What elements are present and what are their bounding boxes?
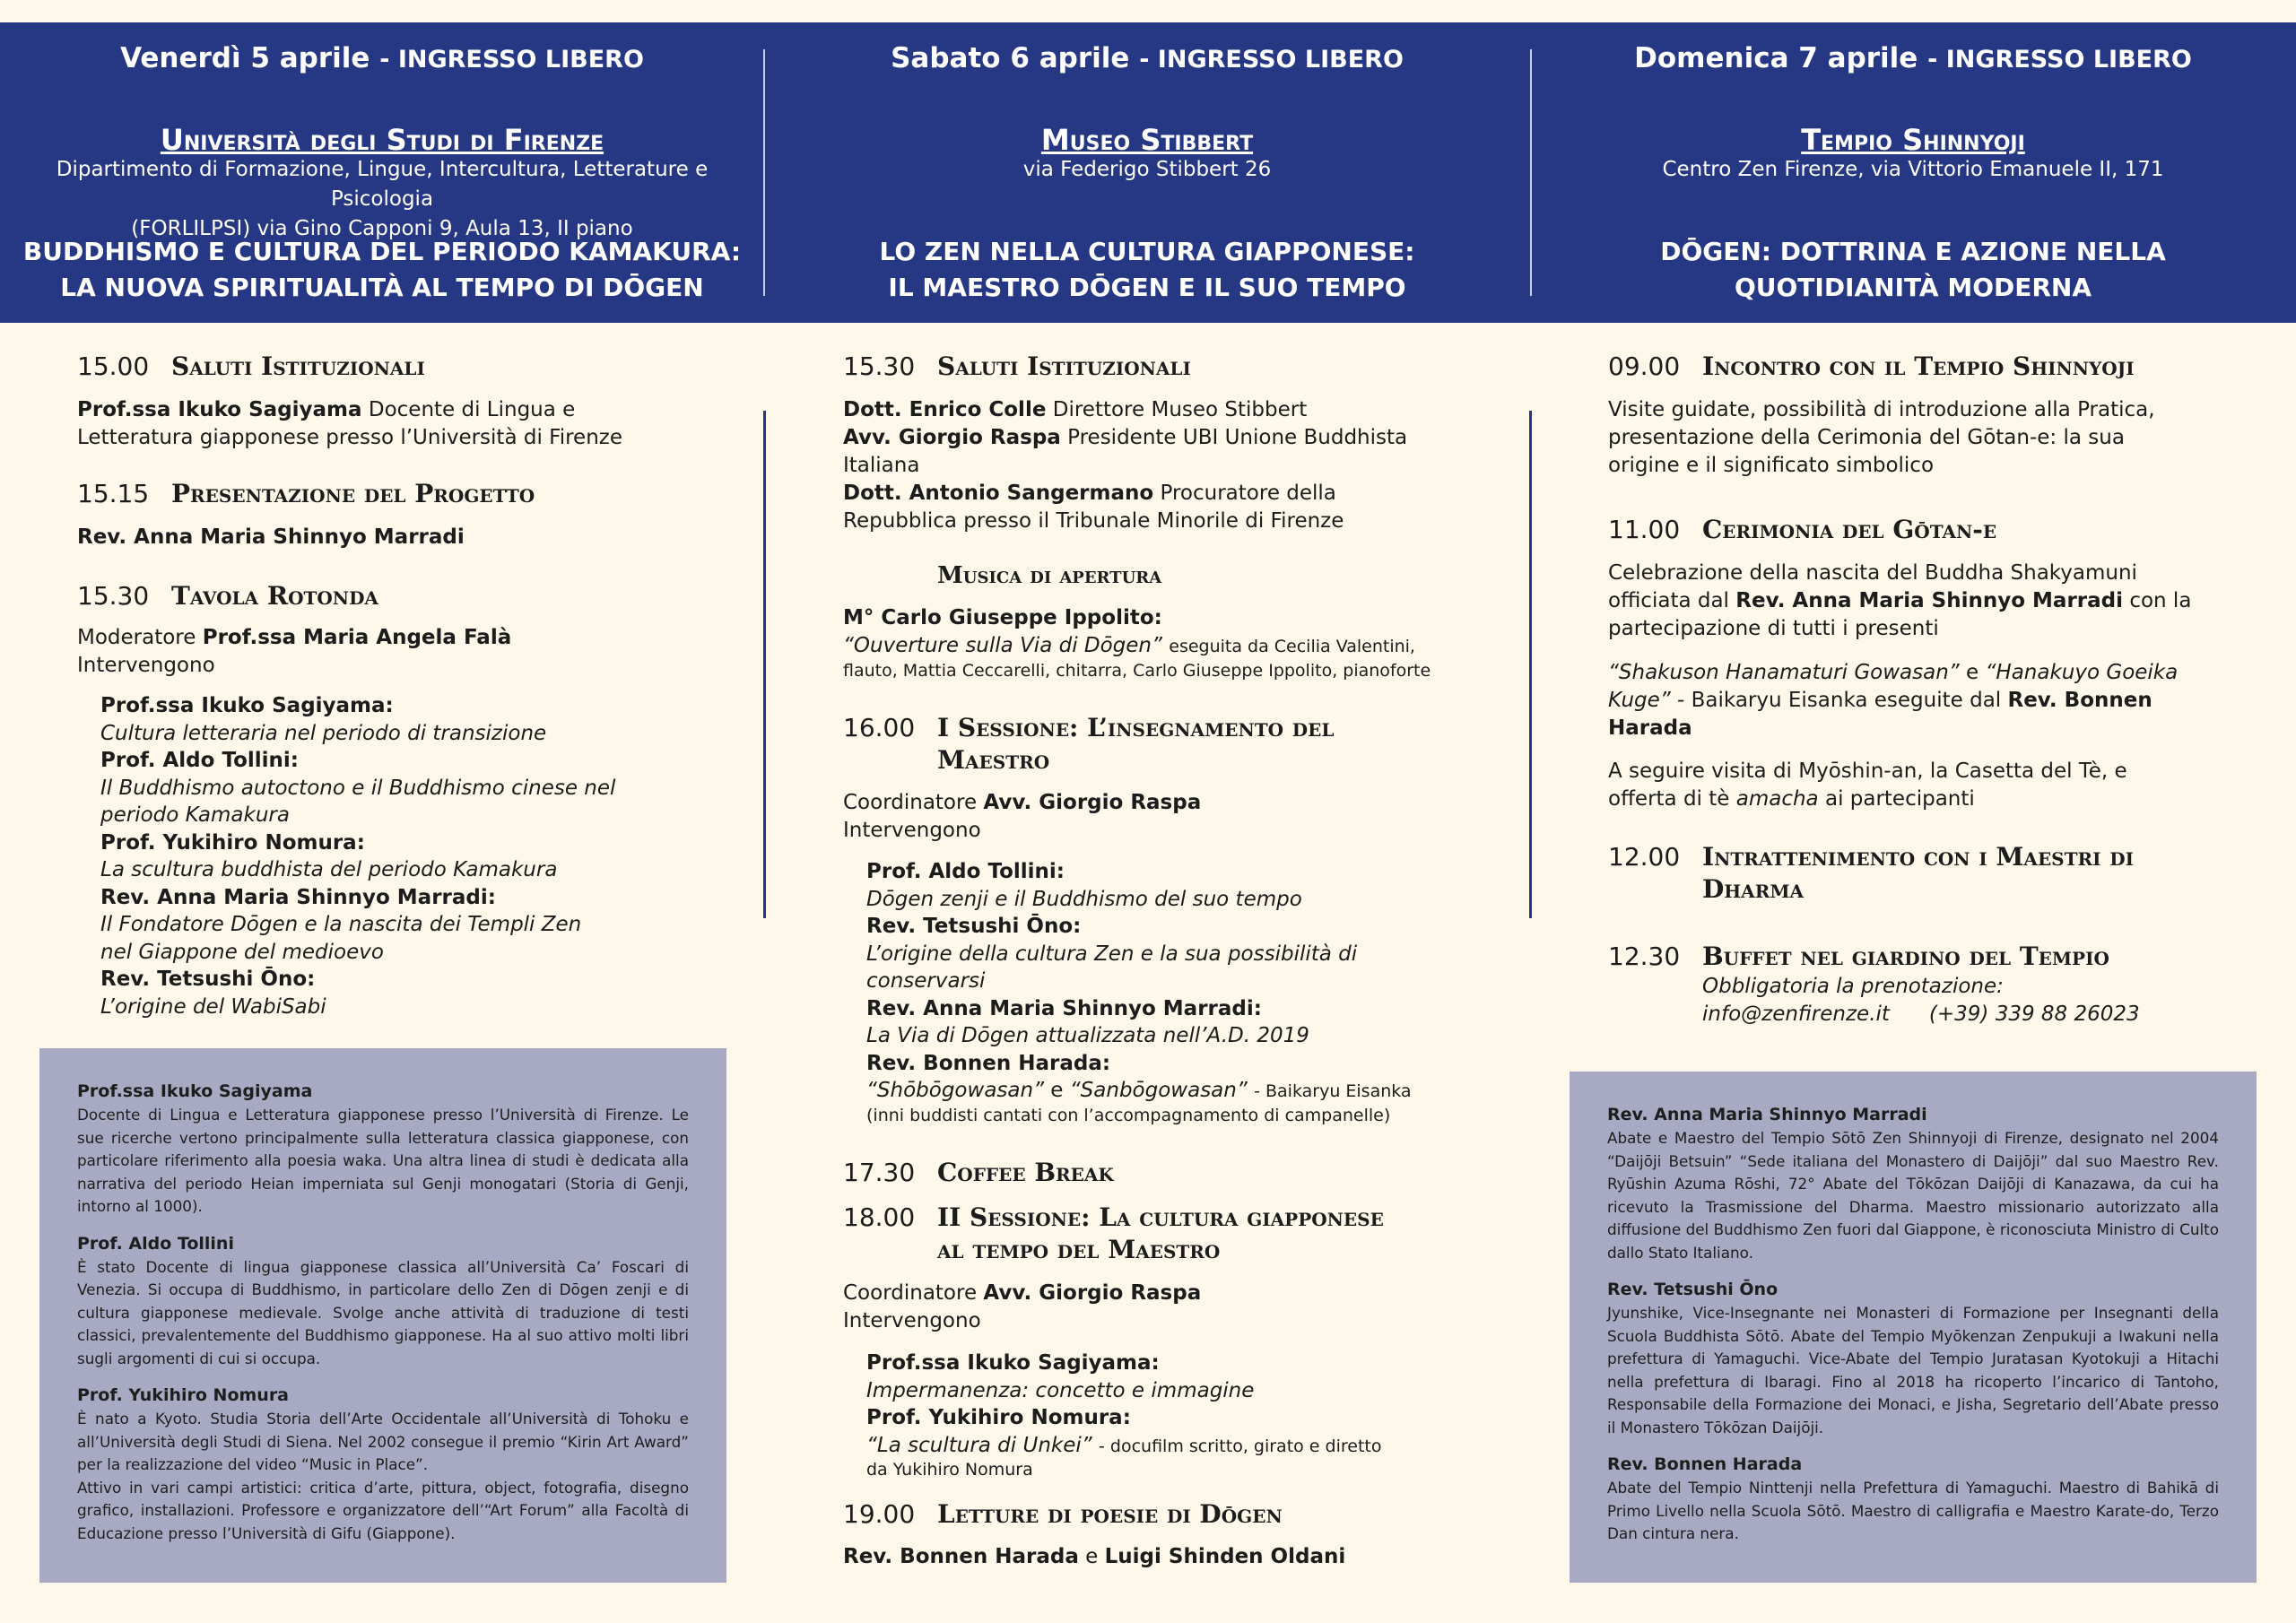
session-heading: 16.00 I Sessione: L’insegnamento del Maestro [843,713,1335,775]
session-speaker: Prof.ssa Ikuko Sagiyama Docente di Lingua e Letteratura giapponese presso l’Università di Firenze [77,398,622,449]
songs: “Shakuson Hanamaturi Gowasan” e “Hanakuyo Goeika Kuge” - Baikaryu Eisanka eseguite dal Rev. Bonnen Harada [1608,661,2179,740]
moderator: Moderatore Prof.ssa Maria Angela Falà Intervengono [77,626,512,677]
header-day-3 [1530,22,2296,323]
venue-name: Museo Stibbert [1040,123,1254,157]
bio-name: Prof.ssa Ikuko Sagiyama [77,1081,313,1101]
header-day-1 [0,22,764,323]
session-heading: 15.30 Tavola Rotonda [77,581,378,611]
entry-label: - INGRESSO LIBERO [1139,46,1404,74]
venue-address: Centro Zen Firenze, via Vittorio Emanuele II, 171 [1662,158,2164,181]
session-heading: 19.00 Letture di poesie di Dōgen [843,1499,1283,1529]
readers: Rev. Bonnen Harada e Luigi Shinden Oldani [843,1545,1346,1568]
bio-text: Abate e Maestro del Tempio Sōtō Zen Shinnyoji di Firenze, designato nel 2004 “Daijōji Betsuin” “Sede italiana del Monastero di Daijōji” dal suo Maestro Rev. Ryūshin Azuma Rōshi, 72° Abate del Tōkōzan Daijōji di Kanazawa, da cui ha ricevuto la Trasmissione del Dharma. Maestro missionario autorizzato alla diffusione del Buddhismo Zen fuori dal Giappone, è riconosciuta Ministro di Culto dallo Stato Italiano. [1607,1129,2219,1262]
session-heading: 15.00 Saluti Istituzionali [77,352,425,381]
visit-text: A seguire visita di Myōshin-an, la Casetta del Tè, e offerta di tè amacha ai partecipanti [1608,759,2127,811]
venue-address: via Federigo Stibbert 26 [1022,158,1272,181]
venue-name: Tempio Shinnyoji [1801,123,2025,157]
session-heading: 17.30 Coffee Break [843,1158,1114,1187]
program-header [0,22,2296,323]
bio-text: Attivo in vari campi artistici: critica d’arte, pittura, object, fotografia, disegno grafico, installazioni. Professore e organizzatore dell’“Art Forum” alla Facoltà di Educazione presso l’Università di Gifu (Giappone). [77,1478,689,1542]
session-heading: 12.30 Buffet nel giardino del Tempio [1608,942,2109,971]
venue-name: Università degli Studi di Firenze [160,123,604,157]
bio-name: Prof. Yukihiro Nomura [77,1385,290,1405]
column-divider [763,411,766,918]
entry-label: - INGRESSO LIBERO [379,46,644,74]
booking-info: Obbligatoria la prenotazione: info@zenfirenze.it (+39) 339 88 26023 [1702,975,2140,1026]
coordinator: Coordinatore Avv. Giorgio Raspa Intervengono [843,1281,1202,1332]
session-heading: 09.00 Incontro con il Tempio Shinnyoji [1608,352,2135,381]
bio-text: È nato a Kyoto. Studia Storia dell’Arte Occidentale all’Università di Tohoku e all’Università degli Studi di Siena. Nel 2002 consegue il premio “Kirin Art Award” per la realizzazione del video “Music in Place”. [77,1410,689,1473]
speaker-list: Prof.ssa Ikuko Sagiyama: Impermanenza: concetto e immagine Prof. Yukihiro Nomura: “La scultura di Unkei” - docufilm scritto, girato e diretto da Yukihiro Nomura [866,1351,1382,1480]
bio-text: Jyunshike, Vice-Insegnante nei Monasteri di Formazione per Insegnanti della Scuola Buddhista Sōtō. Abate del Tempio Myōkenzan Zenpukuji a Iwakuni nella prefettura di Yamaguchi. Vice-Abate del Tempio Juratasan Kyotokuji a Hitachi nella prefettura di Ibaragi. Fino al 2018 ha ricoperto l’incarico di Tantoho, Responsabile della Formazione dei Monaci, e Jisha, Segretario dell’Abate presso il Monastero Tōkōzan Daijōji. [1607,1304,2219,1436]
venue-address: Dipartimento di Formazione, Lingue, Intercultura, Letterature e Psicologia (FORLILPSI) via Gino Capponi 9, Aula 13, II piano [56,158,709,240]
session-heading: 18.00 II Sessione: La cultura giapponese al tempo del Maestro [843,1202,1384,1264]
music-title: Musica di apertura [937,562,1162,589]
coordinator: Coordinatore Avv. Giorgio Raspa Intervengono [843,791,1202,842]
day-date: Sabato 6 aprile [891,42,1130,74]
day-theme: BUDDHISMO E CULTURA DEL PERIODO KAMAKURA: LA NUOVA SPIRITUALITÀ AL TEMPO DI DŌGEN [22,237,742,302]
bio-text: Docente di Lingua e Letteratura giapponese presso l’Università di Firenze. Le sue ricerche vertono principalmente sulla letteratura classica giapponese, con particolare riferimento alla poesia waka. Una altra linea di studi è dedicata alla narrativa del periodo Heian imperniata sul Genji monogatari (Storia di Genji, intorno al 1000). [77,1106,689,1215]
music-performance: M° Carlo Giuseppe Ippolito: “Ouverture sulla Via di Dōgen” eseguita da Cecilia Valentini, flauto, Mattia Ceccarelli, chitarra, Carlo Giuseppe Ippolito, pianoforte [843,606,1431,681]
day-theme: DŌGEN: DOTTRINA E AZIONE NELLA QUOTIDIANITÀ MODERNA [1660,237,2166,302]
bio-name: Rev. Anna Maria Shinnyo Marradi [1607,1105,1927,1124]
entry-label: - INGRESSO LIBERO [1927,46,2192,74]
session-text: Visite guidate, possibilità di introduzione alla Pratica, presentazione della Cerimonia del Gōtan-e: la sua origine e il significato simbolico [1608,398,2155,477]
bio-text: Abate del Tempio Ninttenji nella Prefettura di Yamaguchi. Maestro di Bahikā di Primo Livello nella Scuola Sōtō. Maestro di calligrafia e Maestro Karate-do, Terzo Dan cintura nera. [1607,1479,2219,1542]
email-link[interactable]: info@zenfirenze.it [1702,1002,1890,1026]
bio-box-right [1570,1072,2257,1583]
bio-name: Rev. Bonnen Harada [1607,1454,1803,1474]
bio-box-left [39,1048,726,1583]
session-speaker: Rev. Anna Maria Shinnyo Marradi [77,525,465,549]
session-heading: 12.00 Intrattenimento con i Maestri di Dharma [1608,842,2134,904]
bio-name: Prof. Aldo Tollini [77,1233,234,1254]
day-theme: LO ZEN NELLA CULTURA GIAPPONESE: IL MAESTRO DŌGEN E IL SUO TEMPO [879,237,1415,302]
speaker-list: Prof.ssa Ikuko Sagiyama: Cultura letteraria nel periodo di transizione Prof. Aldo Tollini: Il Buddhismo autoctono e il Buddhismo cinese nel periodo Kamakura Prof. Yukihiro Nomura: La scultura buddhista del periodo Kamakura Rev. Anna Maria Shinnyo Marradi: Il Fondatore Dōgen e la nascita dei Templi Zen nel Giappone del medioevo Rev. Tetsushi Ōno: L’origine del WabiSabi [100,694,616,1019]
phone-number: (+39) 339 88 26023 [1928,1002,2140,1026]
bio-text: È stato Docente di lingua giapponese classica all’Università Ca’ Foscari di Venezia. Si occupa di Buddhismo, in particolare dello Zen di Dōgen zenji e di cultura giapponese medievale. Svolge anche attività di traduzione di testi classici, prevalentemente del Buddhismo giapponese. Ha al suo attivo molti libri sugli argomenti di cui si occupa. [77,1257,689,1367]
speaker-list: Prof. Aldo Tollini: Dōgen zenji e il Buddhismo del suo tempo Rev. Tetsushi Ōno: L’origine della cultura Zen e la sua possibilità di conservarsi Rev. Anna Maria Shinnyo Marradi: La Via di Dōgen attualizzata nell’A.D. 2019 Rev. Bonnen Harada: “Shōbōgowasan” e “Sanbōgowasan” - Baikaryu Eisanka (inni buddisti cantati con l’accompagnamento di campanelle) [866,860,1412,1125]
bio-name: Rev. Tetsushi Ōno [1607,1280,1779,1299]
session-heading: 15.15 Presentazione del Progetto [77,479,535,508]
greetings-list: Dott. Enrico Colle Direttore Museo Stibbert Avv. Giorgio Raspa Presidente UBI Unione Buddhista Italiana Dott. Antonio Sangermano Procuratore della Repubblica presso il Tribunale Minorile di Firenze [843,398,1408,533]
day-date: Domenica 7 aprile [1634,42,1918,74]
day-date: Venerdì 5 aprile [120,42,370,74]
session-heading: 11.00 Cerimonia del Gōtan-e [1608,515,1997,544]
session-text: Celebrazione della nascita del Buddha Shakyamuni officiata dal Rev. Anna Maria Shinnyo Marradi con la partecipazione di tutti i presenti [1608,561,2192,640]
column-divider [1529,411,1532,918]
session-heading: 15.30 Saluti Istituzionali [843,352,1191,381]
header-day-2 [764,22,1530,323]
